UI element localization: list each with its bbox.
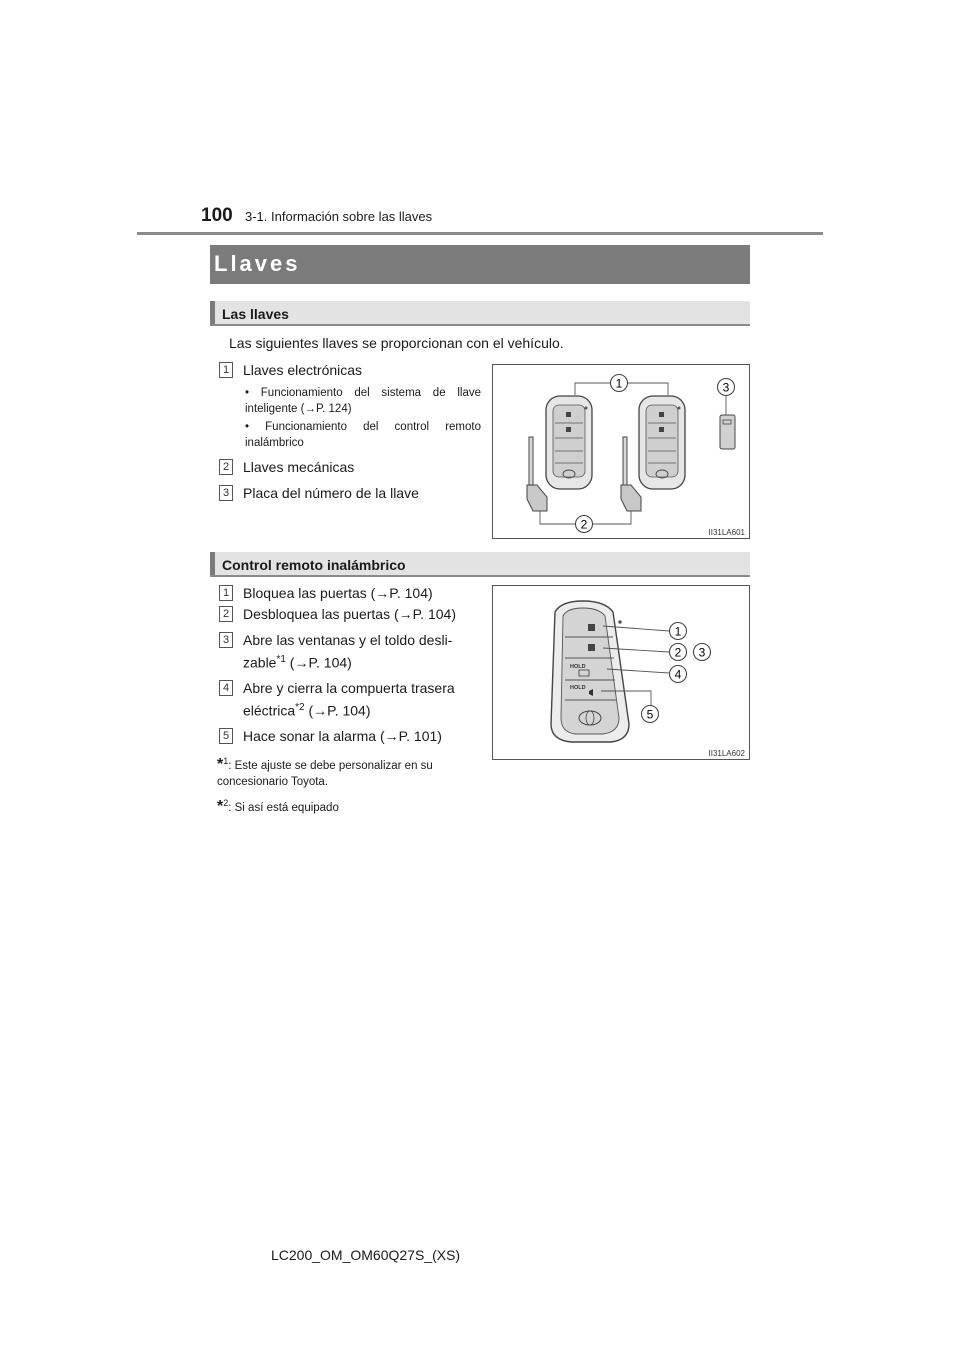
footnote-text: : Si así está equipado <box>228 801 339 814</box>
text-part: eléctrica <box>243 702 296 719</box>
item-number-badge: 4 <box>219 680 233 696</box>
bullet-item: • Funcionamiento del sistema de llave inteligente (→P. 124) <box>245 387 481 415</box>
item-number-badge: 3 <box>219 485 233 501</box>
item-label: Bloquea las puertas (→P. 104) <box>243 585 433 601</box>
page-title: Llaves <box>214 251 301 276</box>
heading-accent <box>210 301 215 324</box>
footnote-ref: *2 <box>295 702 305 713</box>
item-number-badge: 1 <box>219 362 233 378</box>
item-label: Placa del número de la llave <box>243 485 419 501</box>
callout-label: 1 <box>615 376 623 391</box>
text-part: (→P. 104) <box>304 702 371 719</box>
item-number-badge: 2 <box>219 459 233 475</box>
item-label-continued <box>243 654 352 671</box>
callout-label: 4 <box>674 667 682 682</box>
unlock-icon <box>588 644 595 651</box>
footnote-number: 1 <box>223 756 229 766</box>
bullet-item: • Funcionamiento del control remoto inalámbrico <box>245 421 481 449</box>
text-part: zable <box>243 654 277 671</box>
item-label: Llaves mecánicas <box>243 459 355 475</box>
section-heading: Control remoto inalámbrico <box>222 557 406 573</box>
lock-icon <box>588 624 595 631</box>
remote-illustration <box>493 586 749 759</box>
item-label-continued <box>243 702 370 719</box>
footnote-mark: * <box>217 755 224 773</box>
hold-label: HOLD <box>570 664 586 670</box>
key-number-plate-icon <box>720 415 735 449</box>
item-number-badge: 3 <box>219 632 233 648</box>
footnote-number: 2 <box>223 798 229 808</box>
section-heading: Las llaves <box>222 306 289 322</box>
keys-illustration <box>493 365 749 538</box>
callout-label: 5 <box>646 707 654 722</box>
item-number-badge: 2 <box>219 606 233 622</box>
figure-code: II31LA601 <box>708 528 745 537</box>
document-code: LC200_OM_OM60Q27S_(XS) <box>271 1247 461 1263</box>
footnote-text: : Este ajuste se debe personalizar en su concesionario Toyota. <box>217 759 433 788</box>
intro-text: Las siguientes llaves se proporcionan con el vehículo. <box>229 335 564 351</box>
callout-label: 2 <box>580 517 588 532</box>
callout-label: 3 <box>698 645 706 660</box>
key-fob-icon <box>546 396 592 489</box>
key-fob-icon <box>639 396 685 489</box>
header-divider <box>137 232 823 235</box>
mechanical-key-icon <box>621 437 641 511</box>
chapter-title: 3-1. Información sobre las llaves <box>245 209 433 224</box>
item-number-badge: 5 <box>219 728 233 744</box>
footnote-mark: * <box>217 797 224 815</box>
item-label: Hace sonar la alarma (→P. 101) <box>243 728 442 744</box>
item-label: Abre y cierra la compuerta trasera <box>243 680 455 696</box>
hold-label: HOLD <box>570 685 586 691</box>
item-label: Desbloquea las puertas (→P. 104) <box>243 606 456 622</box>
figure-code: II31LA602 <box>708 749 745 758</box>
page-number: 100 <box>201 205 233 226</box>
section-heading-bar <box>210 301 750 326</box>
footnote <box>217 753 479 790</box>
mechanical-key-icon <box>527 437 547 511</box>
item-label: Abre las ventanas y el toldo desli- <box>243 632 453 648</box>
item-number-badge: 1 <box>219 585 233 601</box>
footnote-ref: *1 <box>276 654 286 665</box>
callout-label: 1 <box>674 624 682 639</box>
item-label: Llaves electrónicas <box>243 362 363 378</box>
heading-accent <box>210 552 215 575</box>
callout-label: 3 <box>722 380 730 395</box>
footnote <box>217 795 479 816</box>
key-fob-icon <box>551 601 629 742</box>
callout-label: 2 <box>674 645 682 660</box>
remote-control-figure <box>492 585 750 760</box>
text-part: (→P. 104) <box>285 654 352 671</box>
keys-figure <box>492 364 750 539</box>
